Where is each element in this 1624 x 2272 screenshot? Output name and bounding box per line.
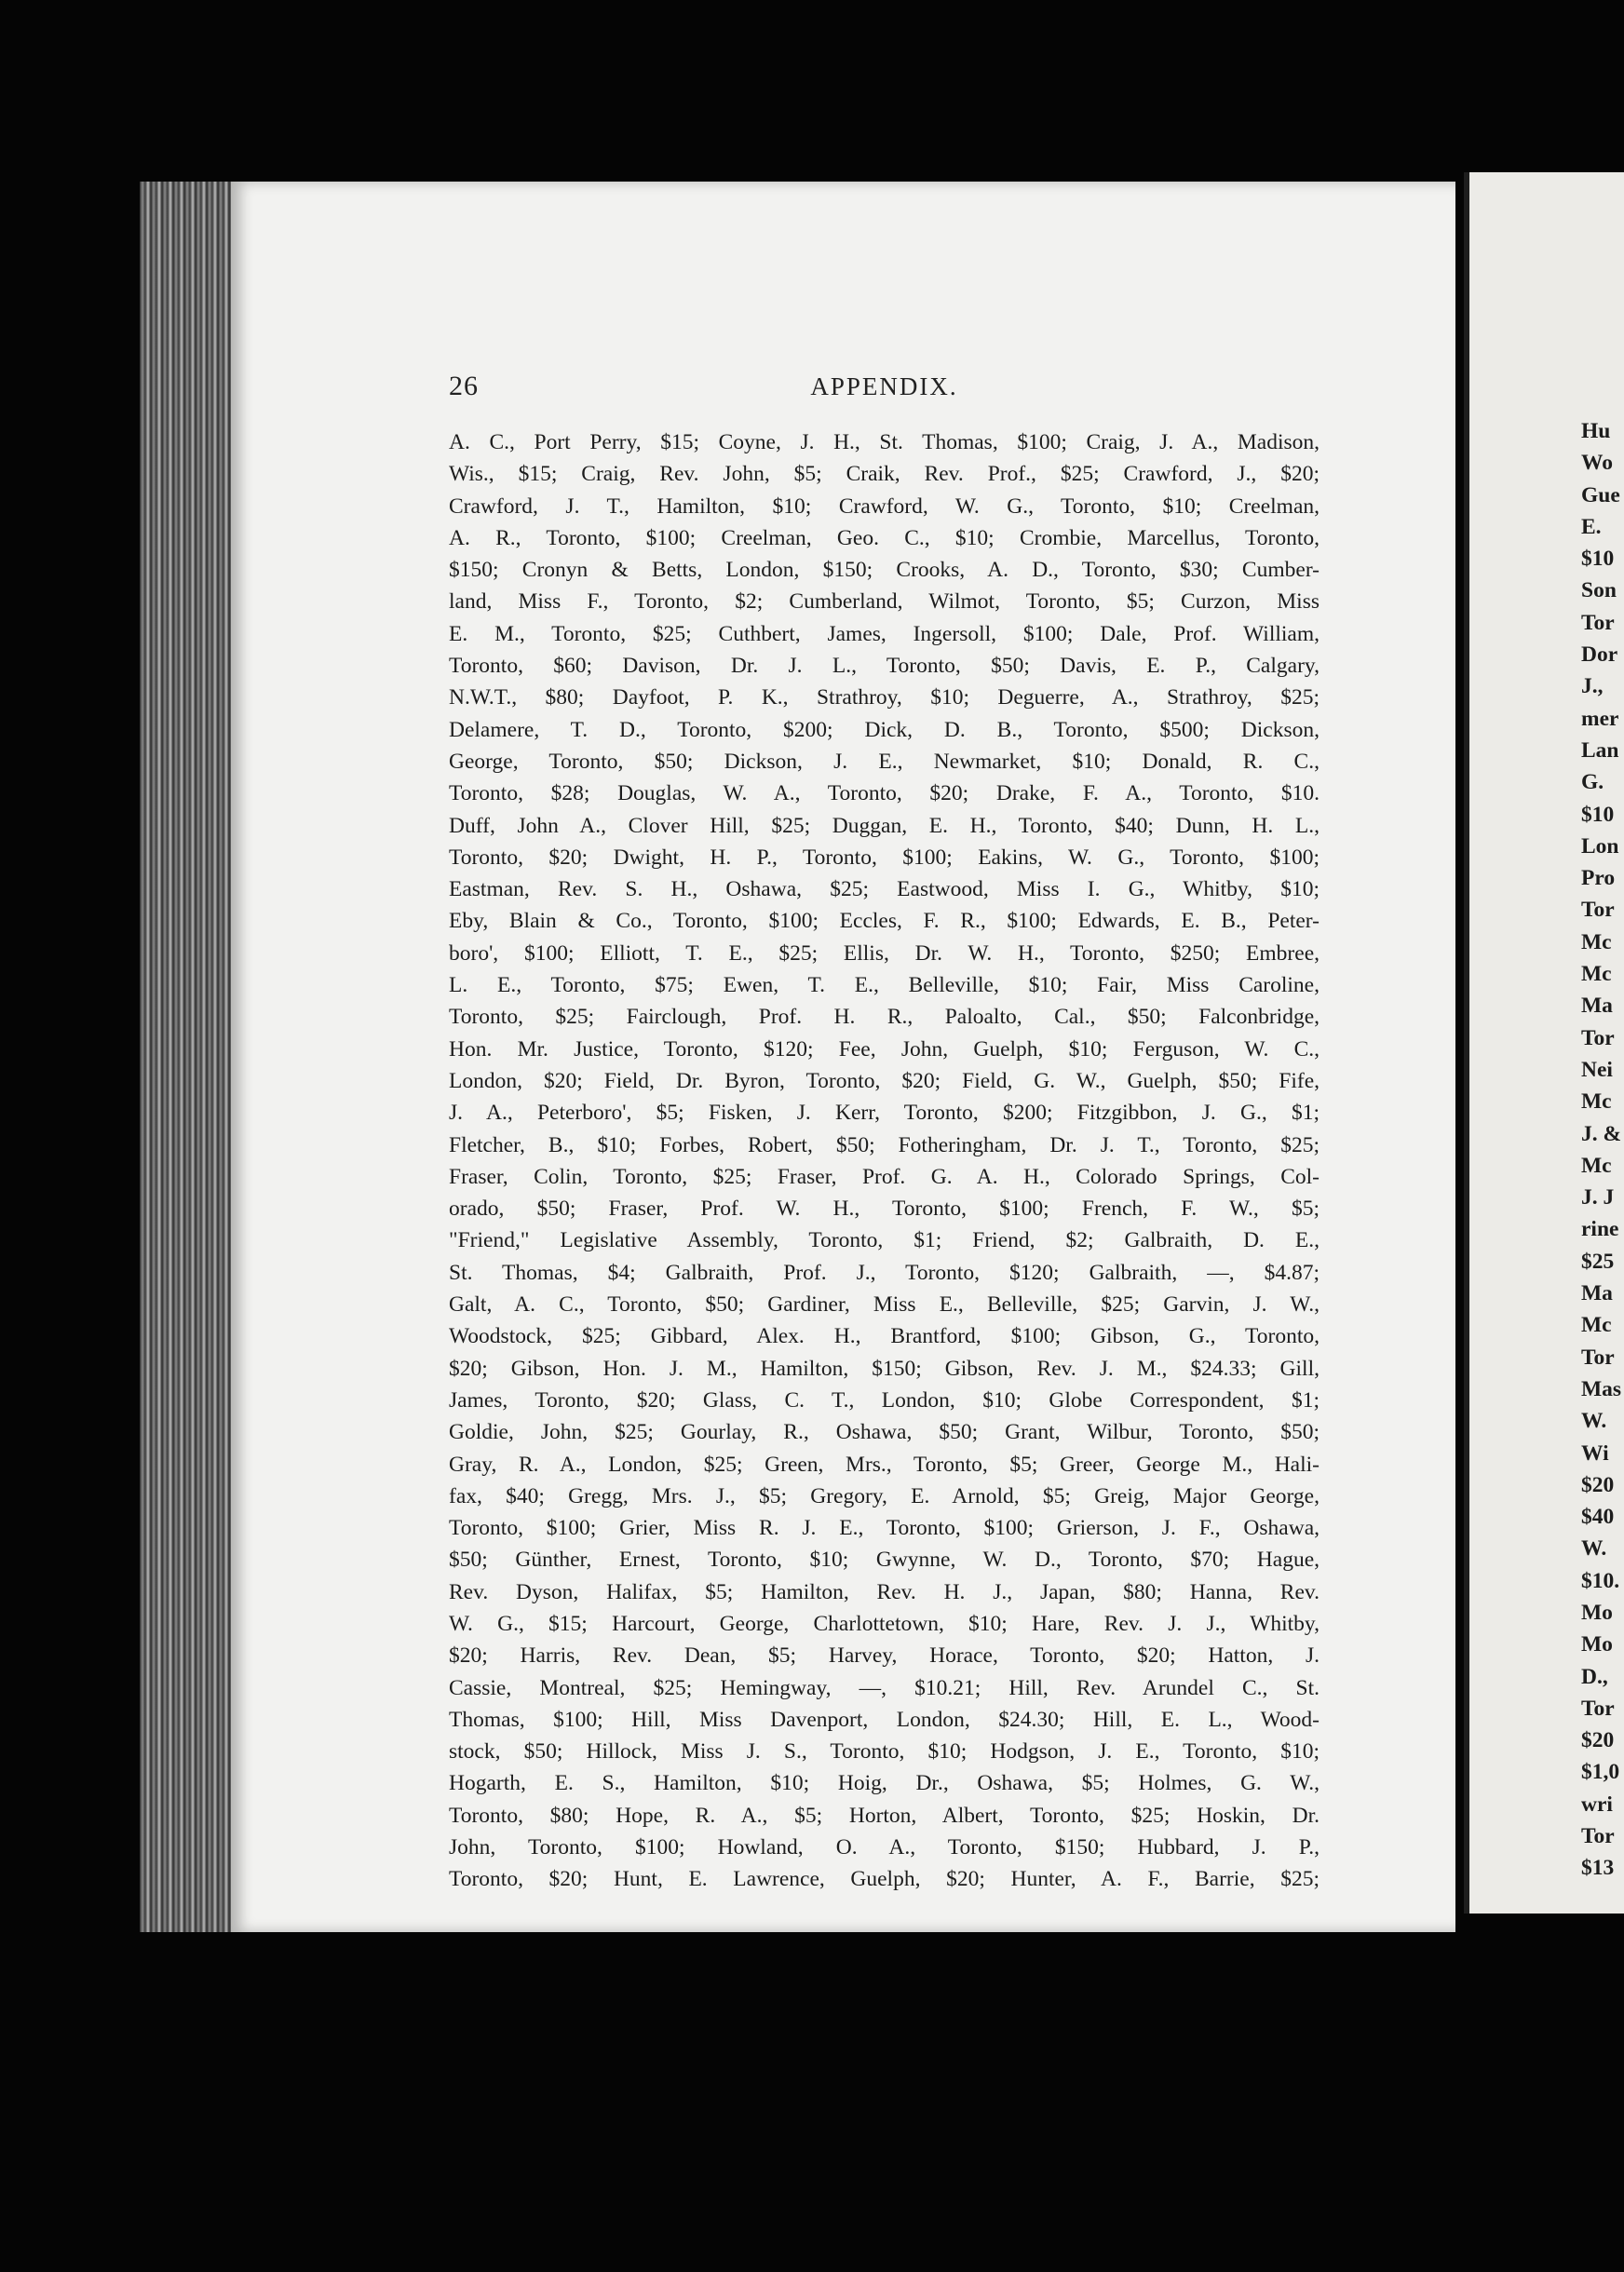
text-line: fax, $40; Gregg, Mrs. J., $5; Gregory, E. Arnold, $5; Greig, Major George, (449, 1483, 1320, 1508)
text-line: L. E., Toronto, $75; Ewen, T. E., Belleville, $10; Fair, Miss Caroline, (449, 973, 1320, 998)
text-line: Toronto, $20; Dwight, H. P., Toronto, $100; Eakins, W. G., Toronto, $100; (449, 845, 1320, 870)
text-line: E. M., Toronto, $25; Cuthbert, James, Ingersoll, $100; Dale, Prof. William, (449, 621, 1320, 646)
text-line: Rev. Dyson, Halifax, $5; Hamilton, Rev. H. J., Japan, $80; Hanna, Rev. (449, 1579, 1320, 1604)
text-line: Duff, John A., Clover Hill, $25; Duggan, E. H., Toronto, $40; Dunn, H. L., (449, 813, 1320, 838)
text-line: stock, $50; Hillock, Miss J. S., Toronto, $10; Hodgson, J. E., Toronto, $10; (449, 1739, 1320, 1765)
facing-page-line: J. & (1581, 1121, 1622, 1146)
text-line: J. A., Peterboro', $5; Fisken, J. Kerr, Toronto, $200; Fitzgibbon, J. G., $1; (449, 1101, 1320, 1126)
text-line: "Friend," Legislative Assembly, Toronto, $1; Friend, $2; Galbraith, D. E., (449, 1228, 1320, 1253)
text-line: John, Toronto, $100; Howland, O. A., Toronto, $150; Hubbard, J. P., (449, 1835, 1320, 1860)
facing-page-line: $10 (1581, 802, 1615, 827)
page-header (449, 371, 1320, 412)
facing-page-line: Ma (1581, 1281, 1613, 1306)
text-line: Delamere, T. D., Toronto, $200; Dick, D. B., Toronto, $500; Dickson, (449, 717, 1320, 742)
facing-page-line: Tor (1581, 1696, 1615, 1721)
facing-page-line: $20 (1581, 1728, 1615, 1753)
facing-page-line: J. J (1581, 1185, 1615, 1210)
text-line: N.W.T., $80; Dayfoot, P. K., Strathroy, $10; Deguerre, A., Strathroy, $25; (449, 685, 1320, 710)
running-head: APPENDIX. (810, 372, 958, 400)
text-line: Toronto, $25; Fairclough, Prof. H. R., Paloalto, Cal., $50; Falconbridge, (449, 1005, 1320, 1030)
facing-page-line: Hu (1581, 419, 1611, 443)
facing-page-line: $20 (1581, 1472, 1615, 1497)
text-line: $50; Günther, Ernest, Toronto, $10; Gwynne, W. D., Toronto, $70; Hague, (449, 1548, 1320, 1573)
text-line: A. C., Port Perry, $15; Coyne, J. H., St. Thomas, $100; Craig, J. A., Madison, (449, 430, 1320, 454)
facing-page-line: J., (1581, 674, 1604, 699)
facing-page-line: D., (1581, 1664, 1608, 1689)
text-line: $20; Harris, Rev. Dean, $5; Harvey, Horace, Toronto, $20; Hatton, J. (449, 1643, 1320, 1669)
facing-page-line: Mo (1581, 1632, 1613, 1657)
facing-page-line: $25 (1581, 1249, 1615, 1274)
text-line: Fraser, Colin, Toronto, $25; Fraser, Prof. G. A. H., Colorado Springs, Col- (449, 1164, 1320, 1189)
facing-page-line: rine (1581, 1217, 1619, 1242)
text-line: A. R., Toronto, $100; Creelman, Geo. C., $10; Crombie, Marcellus, Toronto, (449, 525, 1320, 550)
facing-page-line: E. (1581, 514, 1602, 539)
text-line: Eastman, Rev. S. H., Oshawa, $25; Eastwood, Miss I. G., Whitby, $10; (449, 877, 1320, 902)
facing-page-line: wri (1581, 1792, 1613, 1817)
text-line: George, Toronto, $50; Dickson, J. E., Newmarket, $10; Donald, R. C., (449, 749, 1320, 774)
facing-page-line: $10 (1581, 547, 1615, 572)
facing-page-line: Tor (1581, 898, 1615, 923)
text-line: W. G., $15; Harcourt, George, Charlottetown, $10; Hare, Rev. J. J., Whitby, (449, 1611, 1320, 1636)
text-line: Thomas, $100; Hill, Miss Davenport, London, $24.30; Hill, E. L., Wood- (449, 1707, 1320, 1732)
text-line: Toronto, $60; Davison, Dr. J. L., Toronto, $50; Davis, E. P., Calgary, (449, 654, 1320, 679)
facing-page-text (1581, 415, 1624, 1885)
text-line: Hogarth, E. S., Hamilton, $10; Hoig, Dr., Oshawa, $5; Holmes, G. W., (449, 1771, 1320, 1796)
text-line: $20; Gibson, Hon. J. M., Hamilton, $150; Gibson, Rev. J. M., $24.33; Gill, (449, 1356, 1320, 1381)
text-line: Toronto, $100; Grier, Miss R. J. E., Toronto, $100; Grierson, J. F., Oshawa, (449, 1516, 1320, 1541)
facing-page-line: Wo (1581, 451, 1613, 476)
book-page-edges (140, 182, 233, 1932)
facing-page-line: W. (1581, 1409, 1607, 1434)
text-line: $150; Cronyn & Betts, London, $150; Crooks, A. D., Toronto, $30; Cumber- (449, 558, 1320, 583)
body-text (449, 426, 1320, 1896)
facing-page-line: Pro (1581, 866, 1616, 891)
facing-page-line: mer (1581, 706, 1619, 731)
text-line: Hon. Mr. Justice, Toronto, $120; Fee, John, Guelph, $10; Ferguson, W. C., (449, 1036, 1320, 1062)
facing-page-line: Mc (1581, 1153, 1612, 1178)
facing-page-line: Mc (1581, 1313, 1612, 1338)
text-line: Eby, Blain & Co., Toronto, $100; Eccles, F. R., $100; Edwards, E. B., Peter- (449, 909, 1320, 934)
facing-page-line: W. (1581, 1536, 1607, 1562)
text-line: Toronto, $28; Douglas, W. A., Toronto, $20; Drake, F. A., Toronto, $10. (449, 781, 1320, 806)
facing-page-line: Nei (1581, 1057, 1613, 1082)
facing-page-line: Son (1581, 578, 1617, 603)
page-number: 26 (449, 371, 479, 401)
facing-page-line: Dor (1581, 642, 1618, 668)
text-line: Toronto, $80; Hope, R. A., $5; Horton, Albert, Toronto, $25; Hoskin, Dr. (449, 1803, 1320, 1828)
facing-page-line: Mc (1581, 929, 1612, 954)
book-gutter (1464, 172, 1469, 1914)
text-line: Crawford, J. T., Hamilton, $10; Crawford, W. G., Toronto, $10; Creelman, (449, 494, 1320, 519)
facing-page-line: Ma (1581, 994, 1613, 1019)
facing-page-line: Mas (1581, 1376, 1622, 1401)
facing-page-line: Tor (1581, 610, 1615, 635)
facing-page-line: G. (1581, 770, 1604, 795)
facing-page-line: $10. (1581, 1568, 1620, 1593)
facing-page-line: Lan (1581, 737, 1619, 763)
text-line: Wis., $15; Craig, Rev. John, $5; Craik, Rev. Prof., $25; Crawford, J., $20; (449, 462, 1320, 487)
text-line: Woodstock, $25; Gibbard, Alex. H., Brantford, $100; Gibson, G., Toronto, (449, 1324, 1320, 1349)
text-line: orado, $50; Fraser, Prof. W. H., Toronto, $100; French, F. W., $5; (449, 1197, 1320, 1222)
facing-page-line: Tor (1581, 1025, 1615, 1050)
text-line: land, Miss F., Toronto, $2; Cumberland, Wilmot, Toronto, $5; Curzon, Miss (449, 589, 1320, 615)
text-line: Fletcher, B., $10; Forbes, Robert, $50; Fotheringham, Dr. J. T., Toronto, $25; (449, 1132, 1320, 1157)
text-line: Cassie, Montreal, $25; Hemingway, —, $10.21; Hill, Rev. Arundel C., St. (449, 1675, 1320, 1700)
facing-page-line: Mc (1581, 962, 1612, 987)
text-line: James, Toronto, $20; Glass, C. T., London, $10; Globe Correspondent, $1; (449, 1387, 1320, 1413)
text-line: Gray, R. A., London, $25; Green, Mrs., Toronto, $5; Greer, George M., Hali- (449, 1452, 1320, 1477)
facing-page-line: Mc (1581, 1089, 1612, 1115)
facing-page-line: Mo (1581, 1600, 1613, 1625)
facing-page-line: $1,0 (1581, 1760, 1620, 1785)
facing-page-line: $13 (1581, 1856, 1615, 1881)
facing-page-line: Gue (1581, 482, 1620, 507)
facing-page-line: Tor (1581, 1345, 1615, 1370)
facing-page-line: Wi (1581, 1440, 1609, 1466)
text-line: Goldie, John, $25; Gourlay, R., Oshawa, $50; Grant, Wilbur, Toronto, $50; (449, 1420, 1320, 1445)
text-line: London, $20; Field, Dr. Byron, Toronto, $20; Field, G. W., Guelph, $50; Fife, (449, 1068, 1320, 1093)
text-line: St. Thomas, $4; Galbraith, Prof. J., Toronto, $120; Galbraith, —, $4.87; (449, 1260, 1320, 1285)
text-line: Galt, A. C., Toronto, $50; Gardiner, Miss E., Belleville, $25; Garvin, J. W., (449, 1292, 1320, 1318)
text-line: Toronto, $20; Hunt, E. Lawrence, Guelph, $20; Hunter, A. F., Barrie, $25; (449, 1867, 1320, 1892)
facing-page-line: Tor (1581, 1824, 1615, 1849)
facing-page-line: Lon (1581, 833, 1619, 859)
text-line: boro', $100; Elliott, T. E., $25; Ellis, Dr. W. H., Toronto, $250; Embree, (449, 940, 1320, 966)
facing-page-line: $40 (1581, 1505, 1615, 1530)
